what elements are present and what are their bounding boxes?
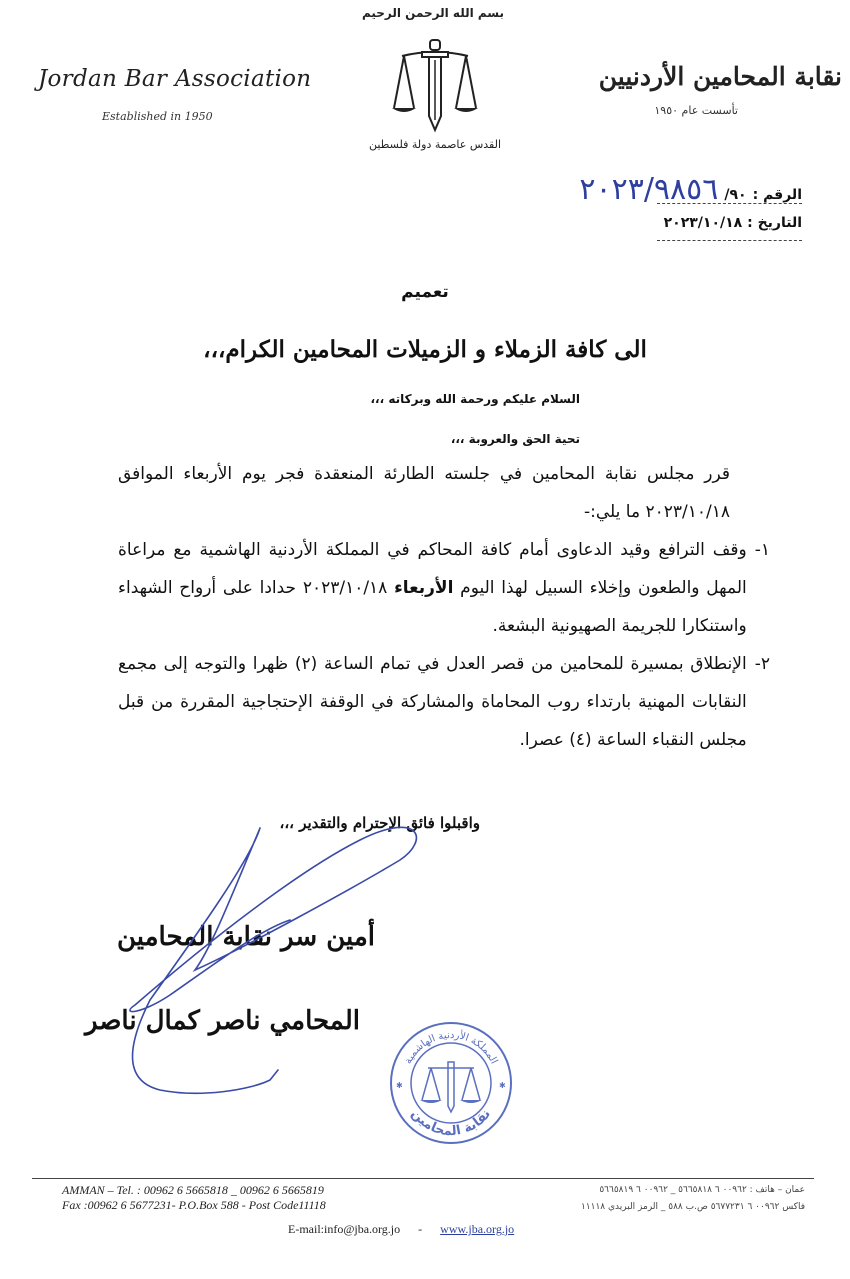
circular-body [118, 455, 770, 759]
item-text-part: الإنطلاق بمسيرة للمحامين من قصر العدل في تمام الساعة (٢) ظهرا والتوجه إلى مجمع النقابات المهنية بارتداء روب المحاماة والمشاركة في الوقفة الإحتجاجية المقررة من قبل مجلس النقباء الساعة (٤) عصرا. [118, 654, 747, 750]
reference-divider [657, 203, 802, 204]
date-value: ٢٠٢٣/١٠/١٨ [663, 215, 743, 231]
item-text [118, 645, 747, 759]
reference-number [579, 172, 802, 207]
item-number: ٢- [754, 654, 770, 674]
item-text-part: وقف الترافع وقيد الدعاوى أمام كافة المحاكم في المملكة الأردنية الهاشمية مع مراعاة المهل والطعون وإخلاء السبيل لهذا اليوم [118, 540, 747, 598]
emblem-caption: القدس عاصمة دولة فلسطين [368, 138, 502, 151]
footer-address-ar-line2: فاكس ٠٠٩٦٢ ٦ ٥٦٧٧٢٣١ ص.ب ٥٨٨ _ الرمز البريدي ١١١١٨ [580, 1202, 805, 1212]
date-divider [657, 240, 802, 241]
footer-address-en-line1: AMMAN – Tel. : 00962 6 5665818 _ 00962 6 5665819 [62, 1183, 324, 1197]
svg-text:✱: ✱ [396, 1081, 403, 1090]
svg-text:✱: ✱ [499, 1081, 506, 1090]
addressee: الى كافة الزملاء و الزميلات المحامين الكرام،،، [203, 336, 647, 363]
item-text-bold: الأربعاء [394, 578, 454, 598]
arabic-org-name: نقابة المحامين الأردنيين [598, 62, 842, 91]
footer-website-link[interactable]: www.jba.org.jo [440, 1222, 515, 1236]
basmala: بسم الله الرحمن الرحيم [361, 6, 505, 20]
closing-line: واقبلوا فائق الإحترام والتقدير ،،، [279, 814, 480, 832]
signatory-name: المحامي ناصر كمال ناصر [84, 1006, 360, 1036]
footer-contact [288, 1222, 514, 1237]
decision-item [118, 531, 770, 645]
footer-address-en-line2: Fax :00962 6 5677231- P.O.Box 588 - Post Code11118 [62, 1198, 326, 1212]
reference-number-prefix: ٩٠/ [724, 187, 747, 203]
stamp-outer-text: المملكة الأردنية الهاشمية [402, 1029, 500, 1066]
english-established: Established in 1950 [102, 110, 213, 123]
footer-email[interactable]: E-mail:info@jba.org.jo [288, 1222, 401, 1236]
footer-address-ar-line1: عمان – هاتف : ٠٠٩٦٢ ٦ ٥٦٦٥٨١٨ _ ٠٠٩٦٢ ٦ ٥٦٦٥٨١٩ [599, 1185, 805, 1195]
intro-paragraph: قرر مجلس نقابة المحامين في جلسته الطارئة المنعقدة فجر يوم الأربعاء الموافق ٢٠٢٣/١٠/١٨ ما يلي:- [118, 464, 730, 522]
scales-of-justice-icon [390, 36, 480, 136]
reference-number-handwritten: ٢٠٢٣/٩٨٥٦ [579, 172, 719, 207]
english-org-name: Jordan Bar Association [38, 66, 312, 92]
arabic-established: تأسست عام ١٩٥٠ [654, 104, 738, 117]
item-text [118, 531, 747, 645]
signatory-title: أمين سر نقابة المحامين [116, 922, 375, 952]
greeting-secondary: تحية الحق والعروبة ،،، [450, 432, 580, 446]
decision-item [118, 645, 770, 759]
footer-divider [32, 1178, 814, 1179]
stamp-inner-text: نقابة المحامين [408, 1106, 494, 1140]
reference-number-label: الرقم : [752, 187, 802, 203]
footer-separator: - [418, 1222, 423, 1236]
date-label: التاريخ : [747, 215, 802, 231]
circular-title: تعميم [401, 282, 449, 302]
reference-date [664, 215, 802, 231]
item-text-part: ٢٠٢٣/١٠/١٨ حدادا على أرواح الشهداء واستنكارا للجريمة الصهيونية البشعة. [118, 578, 747, 636]
item-number: ١- [754, 540, 770, 560]
official-stamp [386, 1018, 516, 1148]
greeting: السلام عليكم ورحمة الله وبركاته ،،، [370, 392, 580, 406]
